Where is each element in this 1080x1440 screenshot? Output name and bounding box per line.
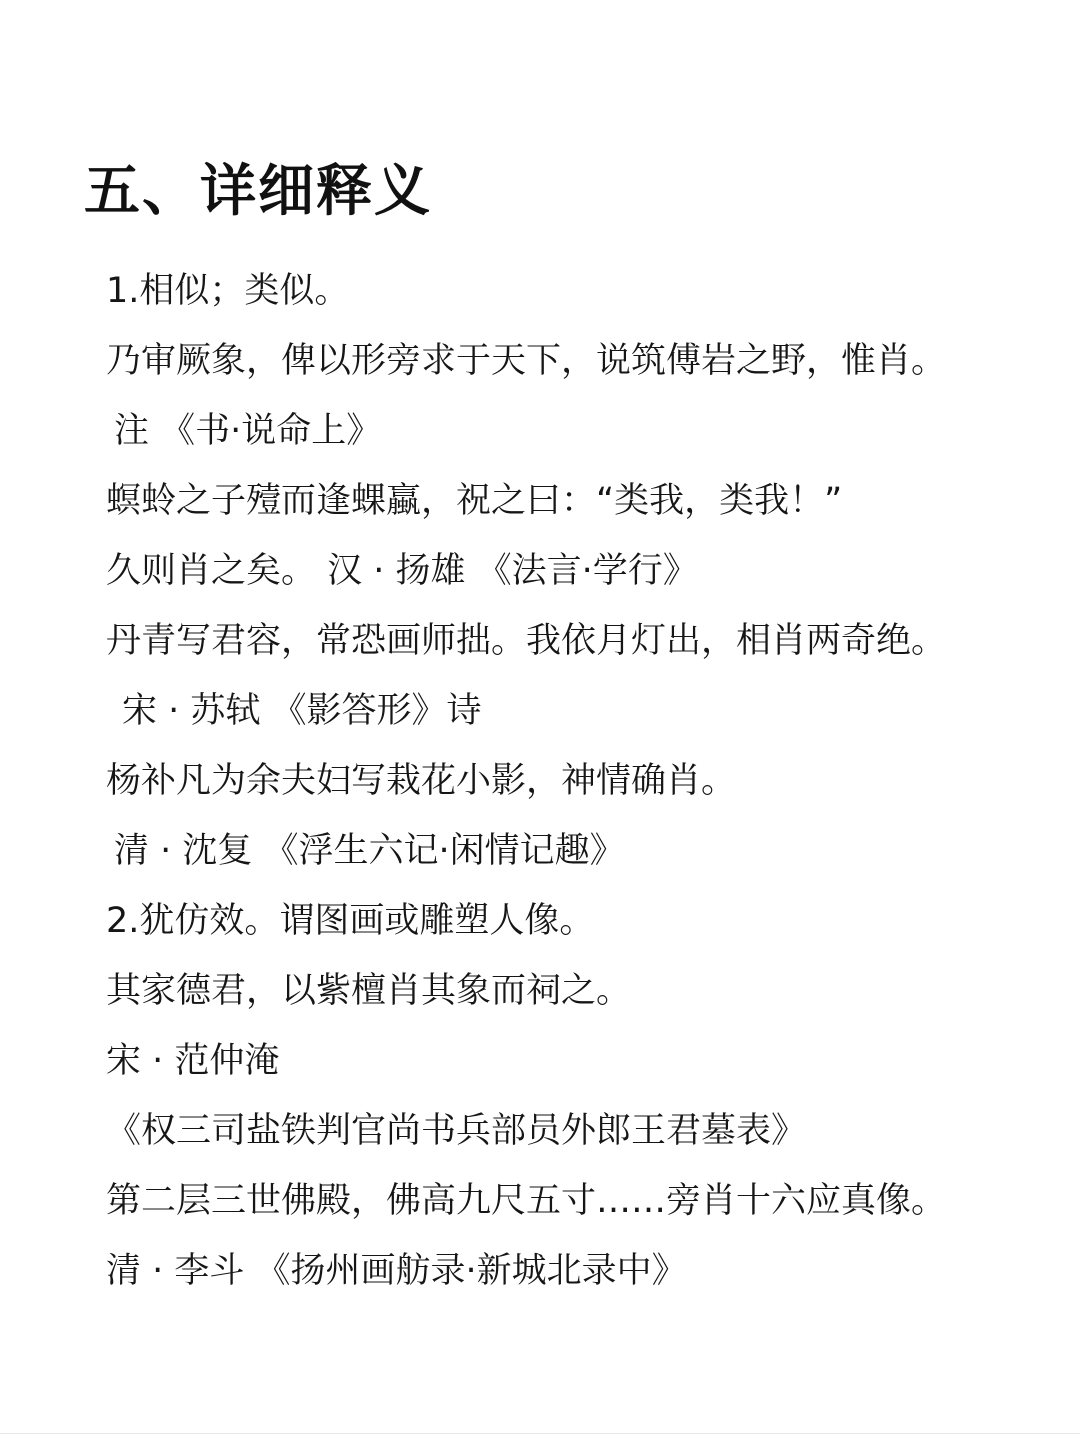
definition-content bbox=[106, 256, 1066, 1306]
citation-line: 《权三司盐铁判官尚书兵部员外郎王君墓表》 bbox=[106, 1111, 807, 1151]
quote-line: 第二层三世佛殿，佛高九尺五寸……旁肖十六应真像。 bbox=[106, 1181, 947, 1221]
citation-line: 宋 · 范仲淹 bbox=[106, 1041, 280, 1081]
bottom-divider bbox=[0, 1433, 1080, 1434]
sense-1-heading: 1.相似；类似。 bbox=[106, 271, 350, 311]
quote-line: 乃审厥象，俾以形旁求于天下，说筑傅岩之野，惟肖。 bbox=[106, 341, 947, 381]
citation-line: 清 · 李斗 《扬州画舫录·新城北录中》 bbox=[106, 1251, 687, 1291]
quote-line: 螟蛉之子殪而逢蜾蠃，祝之曰：“类我，类我！” bbox=[106, 481, 843, 521]
quote-line: 丹青写君容，常恐画师拙。我依月灯出，相肖两奇绝。 bbox=[106, 621, 947, 661]
quote-line: 久则肖之矣。 汉 · 扬雄 《法言·学行》 bbox=[106, 551, 698, 591]
quote-line: 杨补凡为余夫妇写栽花小影，神情确肖。 bbox=[106, 761, 737, 801]
citation-line: 宋 · 苏轼 《影答形》诗 bbox=[122, 691, 482, 731]
sense-2-heading: 2.犹仿效。谓图画或雕塑人像。 bbox=[106, 901, 595, 941]
citation-line: 注 《书·说命上》 bbox=[114, 411, 382, 451]
citation-line: 清 · 沈复 《浮生六记·闲情记趣》 bbox=[114, 831, 625, 871]
quote-line: 其家德君，以紫檀肖其象而祠之。 bbox=[106, 971, 632, 1011]
section-title: 五、详细释义 bbox=[84, 159, 432, 224]
